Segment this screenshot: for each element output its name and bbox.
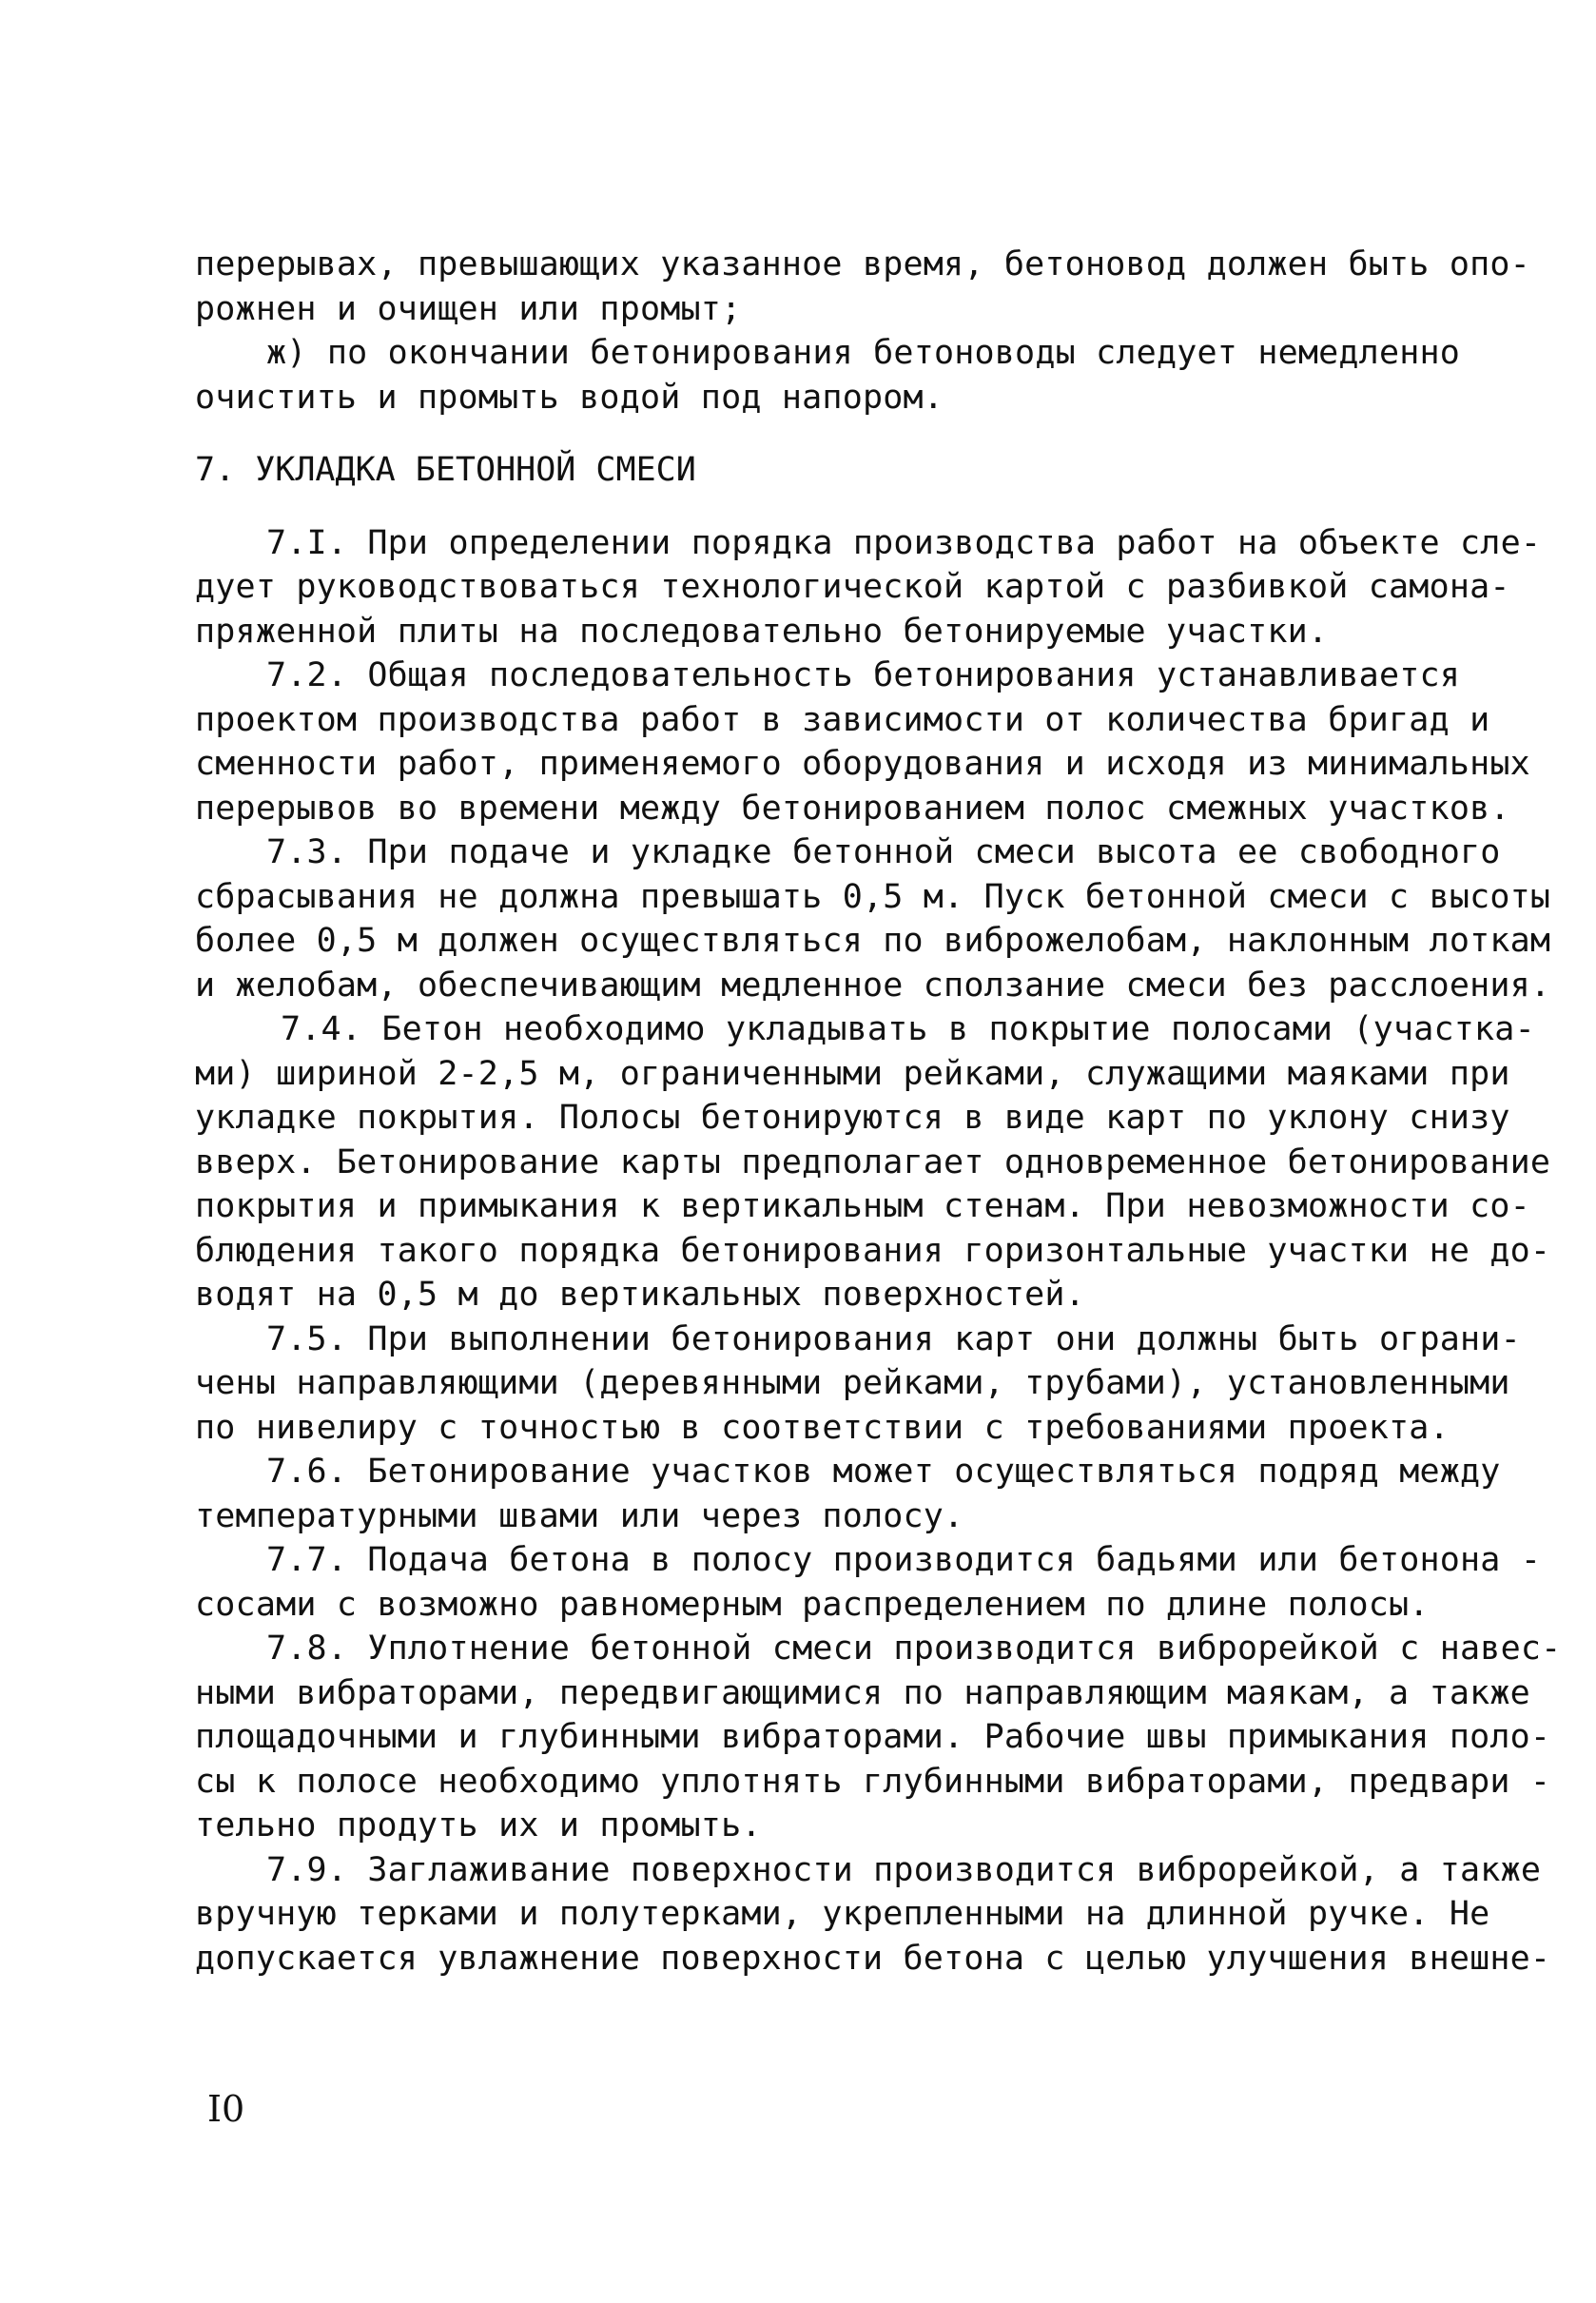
- text-line: по нивелиру с точностью в соответствии с требованиями проекта.: [195, 1408, 1450, 1447]
- text-line: перерывах, превышающих указанное время, бетоновод должен быть опо-: [195, 245, 1530, 283]
- paragraph-7-6: [195, 1450, 1501, 1538]
- text-line: ми) шириной 2-2,5 м, ограниченными рейками, служащими маяками при: [195, 1054, 1510, 1093]
- paragraph-7-8: [195, 1627, 1562, 1848]
- section-heading: 7. УКЛАДКА БЕТОННОЙ СМЕСИ: [195, 451, 696, 489]
- paragraph-7-5: [195, 1317, 1521, 1451]
- text-line: ными вибраторами, передвигающимися по направляющим маякам, а также: [195, 1673, 1530, 1712]
- paragraph-7-4: [195, 1007, 1551, 1317]
- text-line: дует руководствоваться технологической картой с разбивкой самона-: [195, 568, 1510, 606]
- text-line: 7.3. При подаче и укладке бетонной смеси высота ее свободного: [266, 833, 1501, 871]
- paragraph-7-3: [195, 830, 1551, 1007]
- text-line: более 0,5 м должен осуществляться по виброжелобам, наклонным лоткам: [195, 922, 1551, 960]
- text-line: сменности работ, применяемого оборудования и исходя из минимальных: [195, 745, 1530, 783]
- document-page: [195, 243, 1562, 1981]
- text-line: вверх. Бетонирование карты предполагает одновременное бетонирование: [195, 1142, 1551, 1181]
- text-line: температурными швами или через полосу.: [195, 1496, 964, 1535]
- text-line: покрытия и примыкания к вертикальным стенам. При невозможности со-: [195, 1187, 1530, 1225]
- paragraph-7-9: [195, 1848, 1551, 1981]
- text-line: тельно продуть их и промыть.: [195, 1806, 762, 1844]
- text-line: 7.4. Бетон необходимо укладывать в покрытие полосами (участка-: [281, 1010, 1535, 1048]
- text-line: сы к полосе необходимо уплотнять глубинными вибраторами, предвари -: [195, 1762, 1551, 1801]
- text-line: водят на 0,5 м до вертикальных поверхностей.: [195, 1276, 1085, 1314]
- text-line: укладке покрытия. Полосы бетонируются в виде карт по уклону снизу: [195, 1099, 1510, 1137]
- text-line: чены направляющими (деревянными рейками, трубами), установленными: [195, 1364, 1510, 1402]
- text-line: рожнен и очищен или промыт;: [195, 289, 742, 328]
- paragraph-7-1: [195, 521, 1542, 654]
- text-line: 7.9. Заглаживание поверхности производится виброрейкой, а также: [266, 1850, 1542, 1889]
- text-line: очистить и промыть водой под напором.: [195, 378, 944, 417]
- text-line: допускается увлажнение поверхности бетона с целью улучшения внешне-: [195, 1939, 1551, 1978]
- text-line: 7.I. При определении порядка производства работ на объекте сле-: [266, 523, 1542, 562]
- text-line: сосами с возможно равномерным распределением по длине полосы.: [195, 1585, 1430, 1624]
- text-line: вручную терками и полутерками, укрепленными на длинной ручке. Не: [195, 1895, 1490, 1933]
- text-line: 7.2. Общая последовательность бетонирования устанавливается: [266, 656, 1461, 694]
- paragraph-7-7: [195, 1538, 1542, 1627]
- text-line: пряженной плиты на последовательно бетонируемые участки.: [195, 612, 1329, 651]
- text-line: сбрасывания не должна превышать 0,5 м. Пуск бетонной смеси с высоты: [195, 877, 1551, 916]
- paragraph-7-2: [195, 654, 1530, 830]
- text-line: блюдения такого порядка бетонирования горизонтальные участки не до-: [195, 1231, 1551, 1270]
- intro-paragraph: [195, 243, 1530, 420]
- text-line: ж) по окончании бетонирования бетоноводы следует немедленно: [266, 334, 1461, 372]
- text-line: 7.7. Подача бетона в полосу производится бадьями или бетонона -: [266, 1541, 1542, 1579]
- text-line: проектом производства работ в зависимости от количества бригад и: [195, 700, 1490, 739]
- text-line: и желобам, обеспечивающим медленное сползание смеси без расслоения.: [195, 966, 1551, 1005]
- text-line: 7.6. Бетонирование участков может осуществляться подряд между: [266, 1453, 1501, 1491]
- text-line: 7.8. Уплотнение бетонной смеси производится виброрейкой с навес-: [266, 1630, 1562, 1668]
- text-line: площадочными и глубинными вибраторами. Рабочие швы примыкания поло-: [195, 1718, 1551, 1756]
- text-line: 7.5. При выполнении бетонирования карт они должны быть ограни-: [266, 1319, 1521, 1358]
- text-line: перерывов во времени между бетонированием полос смежных участков.: [195, 789, 1510, 828]
- page-number: I0: [207, 2088, 245, 2130]
